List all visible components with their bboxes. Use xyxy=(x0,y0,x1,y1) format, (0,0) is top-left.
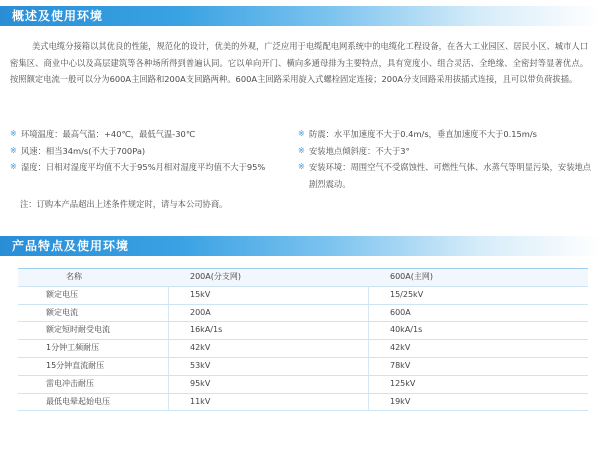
environment-text: 风速：相当34m/s(不大于700Pa) xyxy=(21,145,146,156)
value-600a: 42kV xyxy=(390,343,411,353)
table-row xyxy=(18,305,588,323)
section-banner-features xyxy=(0,236,600,256)
value-200a: 53kV xyxy=(190,360,211,370)
table-row xyxy=(18,394,588,412)
value-600a: 19kV xyxy=(390,396,411,406)
row-label: 最低电晕起始电压 xyxy=(46,396,110,406)
environment-item xyxy=(10,126,290,143)
header-200a: 200A(分支网) xyxy=(190,272,241,281)
environment-text: 防震：水平加速度不大于0.4m/s，垂直加速度不大于0.15m/s xyxy=(309,129,538,139)
bullet-icon: ※ xyxy=(298,145,305,155)
section-title-features: 产品特点及使用环境 xyxy=(12,239,130,253)
table-row xyxy=(18,340,588,358)
environment-item xyxy=(298,126,593,143)
bullet-icon: ※ xyxy=(10,162,17,171)
environment-text: 湿度：日相对湿度平均值不大于95%月相对湿度平均值不大于95% xyxy=(21,162,266,172)
value-600a: 78kV xyxy=(390,360,411,370)
value-600a: 600A xyxy=(390,307,411,317)
environment-list-right xyxy=(298,126,593,192)
section-banner-overview xyxy=(0,6,600,26)
environment-text: 安装地点倾斜度：不大于3° xyxy=(309,145,410,156)
table-row xyxy=(18,322,588,340)
order-note: 注：订购本产品超出上述条件规定时，请与本公司协商。 xyxy=(20,199,228,209)
row-label: 额定电压 xyxy=(46,289,78,299)
table-header-row xyxy=(18,269,588,287)
value-600a: 40kA/1s xyxy=(390,325,423,335)
environment-list-left xyxy=(10,126,290,176)
value-200a: 42kV xyxy=(190,343,211,353)
bullet-icon: ※ xyxy=(298,129,305,138)
environment-item xyxy=(298,143,593,160)
spec-table xyxy=(18,268,588,411)
environment-text: 安装环境：周围空气不受腐蚀性、可燃性气体、水蒸气等明显污染，安装地点剧烈震动。 xyxy=(309,162,592,189)
value-200a: 15kV xyxy=(190,289,211,299)
environment-item xyxy=(10,143,290,160)
table-row xyxy=(18,376,588,394)
value-200a: 95kV xyxy=(190,378,211,388)
row-label: 1分钟工频耐压 xyxy=(46,343,100,353)
section-title-overview: 概述及使用环境 xyxy=(12,9,104,23)
environment-text: 环境温度：最高气温：+40℃，最低气温-30℃ xyxy=(21,129,196,139)
bullet-icon: ※ xyxy=(298,162,305,171)
intro-paragraph: 美式电缆分接箱以其优良的性能，规范化的设计，优美的外观，广泛应用于电缆配电网系统中的电缆化工程设备，在各大工业园区、居民小区、城市人口密集区、商业中心以及高层建筑等各种场所得到普遍认同。它以单向开门、横向多通母排为主要特点，具有宽度小、组合灵活、全绝缘、全密封等显著优点。按照额定电流一般可以分为600A主回路和200A支回路两种。600A主回路采用旋入式螺栓固定连接；200A分支回路采用拔插式连接，且可以带负荷拔插。 xyxy=(10,41,588,84)
bullet-icon: ※ xyxy=(10,145,17,155)
table-row xyxy=(18,287,588,305)
row-label: 雷电冲击耐压 xyxy=(46,378,94,388)
value-200a: 200A xyxy=(190,307,211,317)
value-600a: 15/25kV xyxy=(390,289,424,299)
environment-item xyxy=(10,159,290,176)
environment-item xyxy=(298,159,593,192)
value-600a: 125kV xyxy=(390,378,416,388)
table-row xyxy=(18,358,588,376)
row-label: 额定电流 xyxy=(46,307,78,317)
bullet-icon: ※ xyxy=(10,129,17,138)
header-600a: 600A(主网) xyxy=(390,272,433,281)
header-name: 名称 xyxy=(66,272,82,281)
value-200a: 11kV xyxy=(190,396,211,406)
row-label: 15分钟直流耐压 xyxy=(46,360,105,370)
row-label: 额定短时耐受电流 xyxy=(46,325,110,335)
value-200a: 16kA/1s xyxy=(190,325,223,335)
